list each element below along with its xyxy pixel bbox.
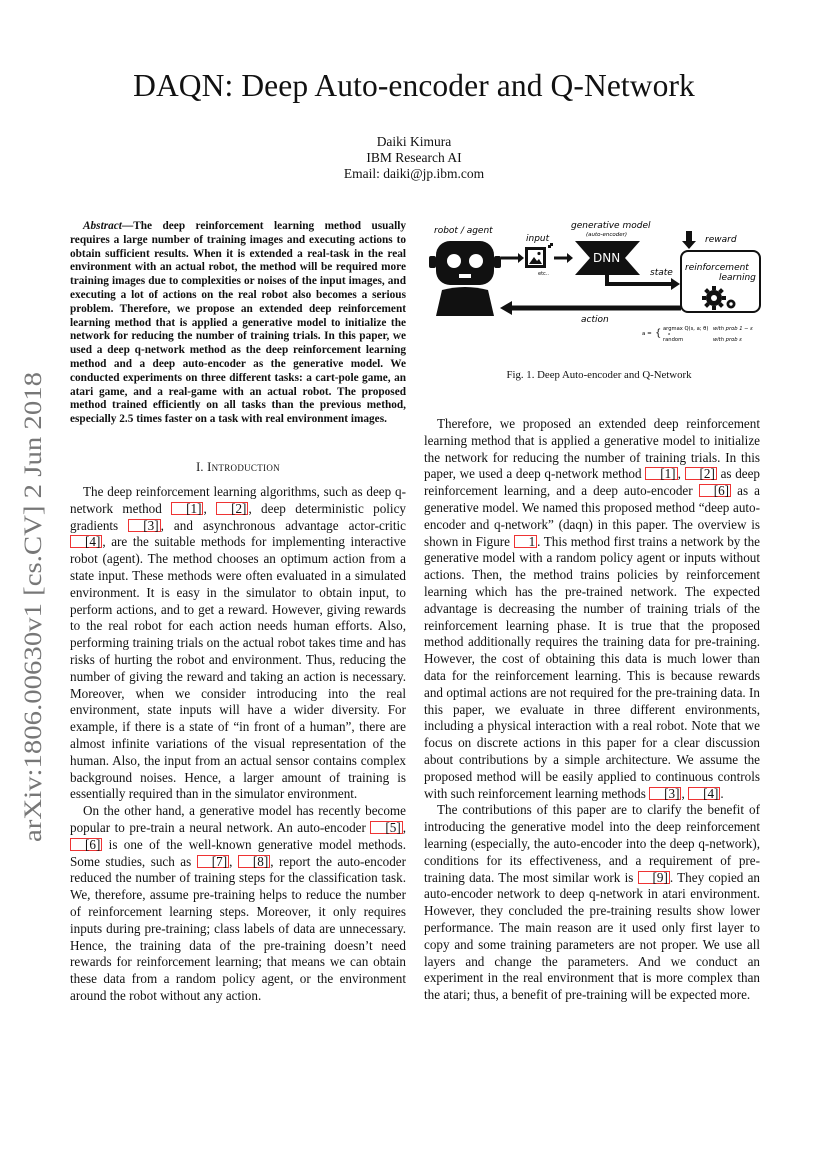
- etc-label: etc..: [538, 271, 549, 277]
- citation-link[interactable]: [2]: [685, 467, 717, 480]
- citation-link[interactable]: [4]: [688, 787, 720, 800]
- rl-label-2: learning: [719, 273, 756, 283]
- state-label: state: [650, 268, 673, 278]
- robot-label: robot / agent: [434, 226, 493, 236]
- svg-text:{: {: [655, 328, 662, 339]
- rl-label-1: reinforcement: [685, 263, 749, 273]
- policy-argmax: argmax Q(s, a; θ): [663, 326, 709, 332]
- arxiv-stamp: [14, 372, 50, 842]
- author-affiliation: IBM Research AI: [366, 150, 462, 165]
- paper-title: DAQN: Deep Auto-encoder and Q-Network: [133, 68, 695, 103]
- citation-link[interactable]: [2]: [216, 502, 248, 515]
- citation-link[interactable]: [3]: [649, 787, 681, 800]
- author-email: Email: daiki@jp.ibm.com: [343, 166, 485, 181]
- abstract-body: The deep reinforcement learning method usually requires a large number of training images and executing actions to obtain sufficient results. When it is extended a real-task in the real environment with an actual robot, the method will be required more training images due to complexities or noises of the input images, and executing a lot of actions on the real robot also becomes a serious problem. Therefore, we propose an extended deep reinforcement learning method that is applied a generative model to initialize the network for reducing the number of training trials. In this paper, we used a deep q-network method as the deep reinforcement learning method and a deep auto-encoder as the generative model. We conducted experiments on three different tasks: a cart-pole game, an atari game, and a real-game with an actual robot. The proposed method trained efficiently on all tasks than the previous method, especially 2.5 times faster on a task with real environment images.: [70, 220, 406, 426]
- policy-lhs: a =: [642, 331, 652, 337]
- reward-label: reward: [705, 235, 737, 245]
- arxiv-id: arXiv:1806.00630v1 [cs.CV] 2 Jun 2018: [20, 433, 47, 842]
- figure-link[interactable]: 1: [514, 535, 538, 548]
- citation-link[interactable]: [7]: [197, 855, 229, 868]
- right-paragraph-2: The contributions of this paper are to clarify the benefit of introducing the generative model into the deep reinforcement learning (especially, the auto-encoder into the deep q-network), conditions for its effectiveness, and a requirement of pre-training data. The most similar work is [9] . They copied an auto-encoder network to deep q-network in atari environment. However, they concluded the pre-training results show lower performance. The main reason are it used only first layer to copy and some training parameters are not proper. We use all layers and change the parameters. And we conduct an experiment in the real environment that is more complex than the atari; thus, a benefit of pre-training will be expected more.: [424, 802, 760, 1003]
- policy-random: random: [663, 337, 684, 343]
- gen-model-label: generative model: [571, 221, 651, 231]
- gen-model-sub: (auto-encoder): [586, 232, 628, 238]
- policy-prob2: with prob ε: [713, 337, 742, 343]
- input-label: input: [526, 234, 550, 244]
- image-icon: [525, 247, 546, 268]
- section-title: Introduction: [207, 460, 280, 474]
- citation-link[interactable]: [1]: [645, 467, 677, 480]
- policy-argmax-sub: a: [668, 332, 671, 336]
- abstract-lead: Abstract: [83, 220, 122, 232]
- citation-link[interactable]: [5]: [370, 821, 402, 834]
- section-heading-introduction: [70, 460, 406, 475]
- author-name: Daiki Kimura: [376, 134, 452, 149]
- arxiv-stamp-svg: [14, 372, 50, 842]
- figure-1: [424, 214, 774, 350]
- abstract: Abstract—The deep reinforcement learning method usually requires a large number of training images and executing actions to obtain sufficient results. When it is extended a real-task in the real environment with an actual robot, the method will be required more training images due to complexities or noises of the input images, and executing a lot of actions on the real robot also becomes a serious problem. Therefore, we propose an extended deep reinforcement learning method that is applied a generative model to initialize the network for reducing the number of training trials. In this paper, we used a deep q-network method as the deep reinforcement learning method and a deep auto-encoder as the generative model. We conducted experiments on three different tasks: a cart-pole game, an atari game, and a real-game with an actual robot. The proposed method trained efficiently on all tasks than the previous method, especially 2.5 times faster on a task with real environment images.: [70, 220, 406, 426]
- citation-link[interactable]: [9]: [638, 871, 670, 884]
- right-column: [424, 416, 760, 1004]
- citation-link[interactable]: [1]: [171, 502, 203, 515]
- figure-1-diagram: [424, 214, 774, 350]
- dnn-label: DNN: [593, 251, 621, 265]
- right-paragraph-1: Therefore, we proposed an extended deep reinforcement learning method that is applied a generative model to initialize the network for reducing the number of training trials. In this paper, we used a deep q-network method [1] , [2] as deep reinforcement learning, and a deep auto-encoder [6] as a generative model. We named this proposed method “deep auto-encoder and q-network” (daqn) in this paper. The overview is shown in Figure 1 . This method first trains a network by the generative model with a random policy agent or inputs without actions. Then, the method trains policies by reinforcement learning which has the pre-trained network. The expected advantage is decreasing the number of training trials of the reinforcement learning phase. It is true that the proposed method additionally requires the training data for pre-training. However, the cost of obtaining this data is much lower than data for the reinforcement learning. This is because rewards and optimal actions are not required for the pre-training data. In this paper, we evaluate in three different environments, including a physical interaction with a real robot. Note that we focus on discrete actions in this paper for a clear discussion about contributions by a simple architecture. We assume the proposed method will be easily applied to continuous controls with such reinforcement learning methods [3] , [4] .: [424, 416, 761, 801]
- figure-caption: Fig. 1. Deep Auto-encoder and Q-Network: [506, 369, 692, 381]
- left-column: [70, 484, 406, 1005]
- section-numeral: I.: [196, 460, 208, 474]
- robot-icon: [429, 241, 501, 316]
- action-label: action: [581, 315, 609, 325]
- intro-paragraph-2: On the other hand, a generative model has recently become popular to pre-train a neural network. An auto-encoder [5] , [6] is one of the well-known generative model methods. Some studies, such as [7] , [8] , report the auto-encoder reduced the number of training steps for the classification task. We, therefore, assume pre-training helps to reduce the number of reinforcement learning steps. Moreover, it only requires inputs during pre-training; class labels of data are unnecessary. Hence, the training data of the pre-training doesn’t need rewards for reinforcement learning; that means we can obtain these data from a random policy agent, or the environment around the robot without any action.: [70, 803, 406, 1003]
- citation-link[interactable]: [6]: [70, 838, 102, 851]
- citation-link[interactable]: [3]: [128, 519, 160, 532]
- citation-link[interactable]: [4]: [70, 535, 102, 548]
- citation-link[interactable]: [6]: [699, 484, 731, 497]
- policy-prob1: with prob 1 − ε: [713, 326, 753, 332]
- intro-paragraph-1: The deep reinforcement learning algorithms, such as deep q-network method [1] , [2] , deep deterministic policy gradients [3] , and asynchronous advantage actor-critic [4] , are the suitable methods for implementing interactive robot (agent). The method chooses an optimum action from a state input. These methods were often evaluated in a simulated environment. It is easy in the simulator to obtain input, to perform actions, and to get a reward. However, giving rewards to the real robot for each action needs human efforts. Also, performing training trials on the actual robot takes time and has risks of hurting the robot and environment. Thus, reducing the number of giving the reward and taking an action is necessary. Moreover, when we consider introducing into the real environment, state inputs will have a wider diversity. For example, if there is a state of “in front of a human”, there are almost infinite variations of the visual representation of the human. Also, the input from an actual sensor contains complex background noises. Hence, a larger amount of training is essentially required than in the simulator environment.: [70, 484, 407, 802]
- citation-link[interactable]: [8]: [238, 855, 270, 868]
